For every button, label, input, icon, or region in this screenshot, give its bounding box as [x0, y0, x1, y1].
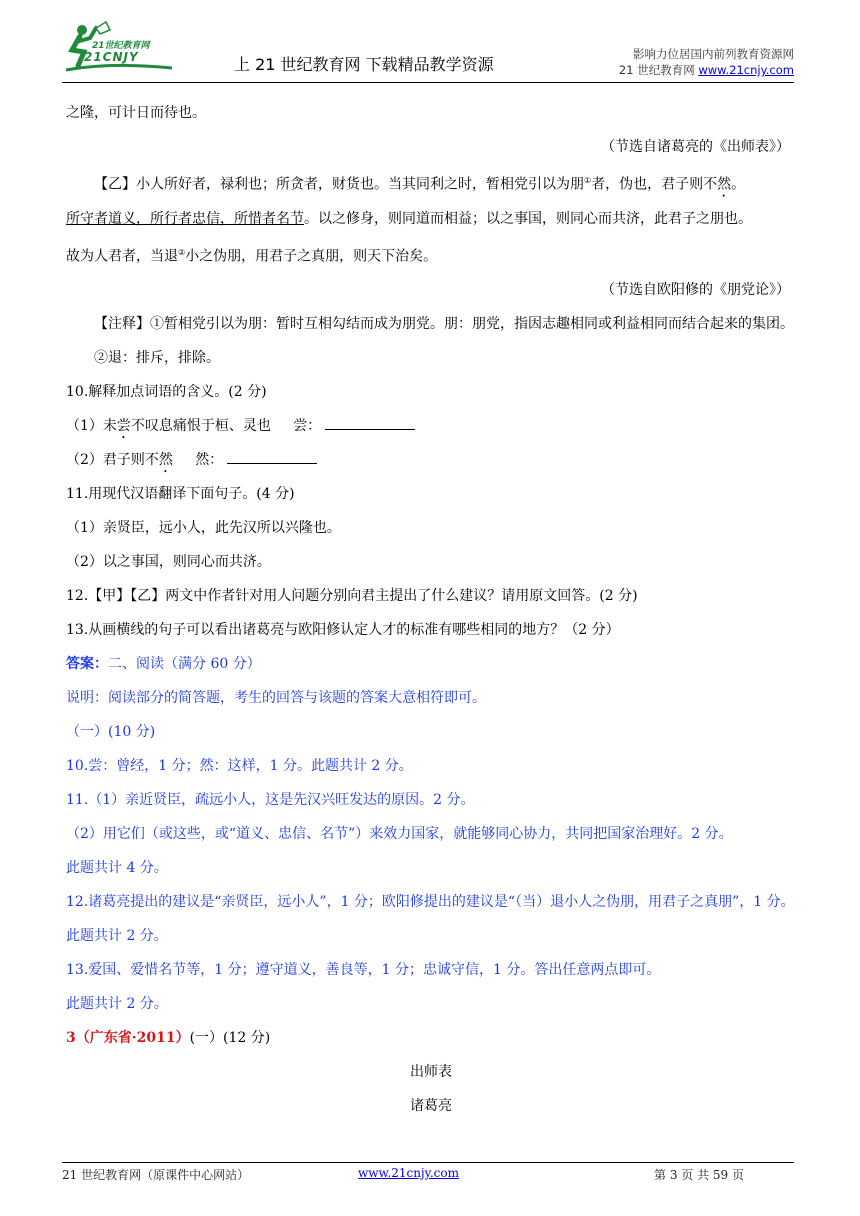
note-text: ①暂相党引以为朋：暂时互相勾结而成为朋党。朋：朋党，指因志趣相同或利益相同而结合起来的集团。②退：排斥，排除。 — [94, 316, 794, 367]
passage-yi-line1 — [66, 164, 796, 202]
passage-text: 故为人君者，当退 — [66, 248, 178, 265]
answer-title: 二、阅读（满分 60 分） — [108, 656, 261, 673]
passage-author: 诸葛亮 — [410, 1098, 452, 1115]
question-3-heading — [66, 1021, 796, 1055]
source-citation: （节选自诸葛亮的《出师表》） — [601, 139, 790, 155]
footnote-marker: ① — [584, 176, 592, 185]
logo-en-text: 21CNJY — [84, 50, 139, 64]
passage-text: 。 — [731, 176, 746, 193]
answer-part: （一）(10 分) — [66, 724, 156, 741]
source-citation: （节选自欧阳修的《朋党论》） — [601, 282, 790, 299]
answer-13-total: 此题共计 2 分。 — [66, 996, 168, 1013]
footer-divider — [62, 1162, 794, 1163]
answer-12-total: 此题共计 2 分。 — [66, 928, 168, 945]
passage-text: 小人所好者，禄利也；所贪者，财货也。当其同利之时，暂相党引以为朋 — [136, 176, 584, 193]
question-11-2: （2）以之事国，则同心而共济。 — [66, 554, 271, 571]
question-10: 10.解释加点词语的含义。(2 分) — [66, 384, 267, 401]
question-11: 11.用现代汉语翻译下面句子。(4 分) — [66, 486, 295, 503]
footnote-marker: ② — [178, 247, 186, 257]
question-10-2 — [66, 443, 796, 477]
passage-text: 小之伪朋，用君子之真朋，则天下治矣。 — [185, 248, 438, 265]
passage-text: 。以之修身，则同道而相益；以之事国，则同心而共济，此君子之朋也。 — [304, 210, 752, 227]
dotted-word: 尝 — [116, 418, 131, 435]
answer-11-total: 此题共计 4 分。 — [66, 860, 168, 877]
footer-link[interactable]: www.21cnjy.com — [358, 1166, 459, 1180]
question-10-1 — [66, 409, 796, 443]
page-number: 第 3 页 共 59 页 — [654, 1168, 744, 1182]
answer-note: 说明：阅读部分的简答题，考生的回答与该题的答案大意相符即可。 — [66, 690, 486, 707]
site-link[interactable]: www.21cnjy.com — [698, 63, 794, 77]
header-title: 上 21 世纪教育网 下载精品教学资源 — [234, 55, 494, 74]
passage-text: 者，伪也，君子则不 — [591, 176, 718, 193]
question-section: (一）(12 分) — [189, 1030, 271, 1047]
footer-site-name: 21 世纪教育网（原课件中心网站） — [62, 1168, 250, 1182]
answer-heading — [66, 647, 796, 681]
answer-prompt: 然： — [195, 452, 224, 469]
passage-yi-line3 — [66, 236, 796, 274]
tagline-site-name: 21 世纪教育网 — [618, 63, 699, 77]
answer-10: 10.尝：曾经，1 分；然：这样，1 分。此题共计 2 分。 — [66, 758, 413, 775]
question-text: 不叹息痛恨于桓、灵也 — [130, 418, 271, 435]
underlined-sentence: 所守者道义，所行者忠信，所惜者名节 — [66, 210, 304, 227]
site-logo — [62, 20, 182, 76]
answer-label: 答案： — [66, 656, 108, 673]
answer-prompt: 尝： — [293, 418, 322, 435]
logo-cn-text: 21世纪教育网 — [92, 41, 150, 51]
answer-11-1: 11.（1）亲近贤臣，疏远小人，这是先汉兴旺发达的原因。2 分。 — [66, 792, 475, 809]
annotation-note — [66, 307, 796, 375]
answer-13: 13.爱国、爱惜名节等，1 分；遵守道义，善良等，1 分；忠诚守信，1 分。答出任意两点即可。 — [66, 962, 661, 979]
question-12: 12.【甲】【乙】两文中作者针对用人问题分别向君主提出了什么建议？请用原文回答。(2 分) — [66, 588, 638, 605]
answer-blank[interactable] — [325, 414, 415, 430]
text-line: 之隆，可计日而待也。 — [66, 105, 206, 121]
answer-11-2: （2）用它们（或这些，或“道义、忠信、名节”）来效力国家，就能够同心协力，共同把国家治理好。2 分。 — [66, 826, 733, 843]
dotted-word: 然 — [717, 176, 732, 193]
question-11-1: （1）亲贤臣，远小人，此先汉所以兴隆也。 — [66, 520, 341, 537]
question-text: （2）君子则不 — [66, 452, 159, 469]
passage-yi-line2 — [66, 202, 796, 236]
answer-12: 12.诸葛亮提出的建议是“亲贤臣，远小人”，1 分；欧阳修提出的建议是“（当）退小人之伪朋，用君子之真朋”，1 分。 — [66, 894, 795, 911]
header-divider — [62, 82, 794, 83]
question-source: 3（广东省·2011） — [66, 1030, 190, 1047]
page-content — [66, 96, 796, 1123]
header-tagline — [619, 46, 794, 78]
note-label: 【注释】 — [94, 316, 150, 333]
dotted-word: 然 — [158, 452, 173, 469]
answer-blank[interactable] — [227, 448, 317, 464]
question-text: （1）未 — [66, 418, 117, 435]
passage-title: 出师表 — [410, 1064, 452, 1081]
question-13: 13.从画横线的句子可以看出诸葛亮与欧阳修认定人才的标准有哪些相同的地方？（2 分） — [66, 622, 620, 639]
page-header — [62, 14, 800, 82]
tagline-text: 影响力位居国内前列教育资源网 — [633, 47, 794, 61]
passage-label: 【乙】 — [94, 176, 136, 193]
